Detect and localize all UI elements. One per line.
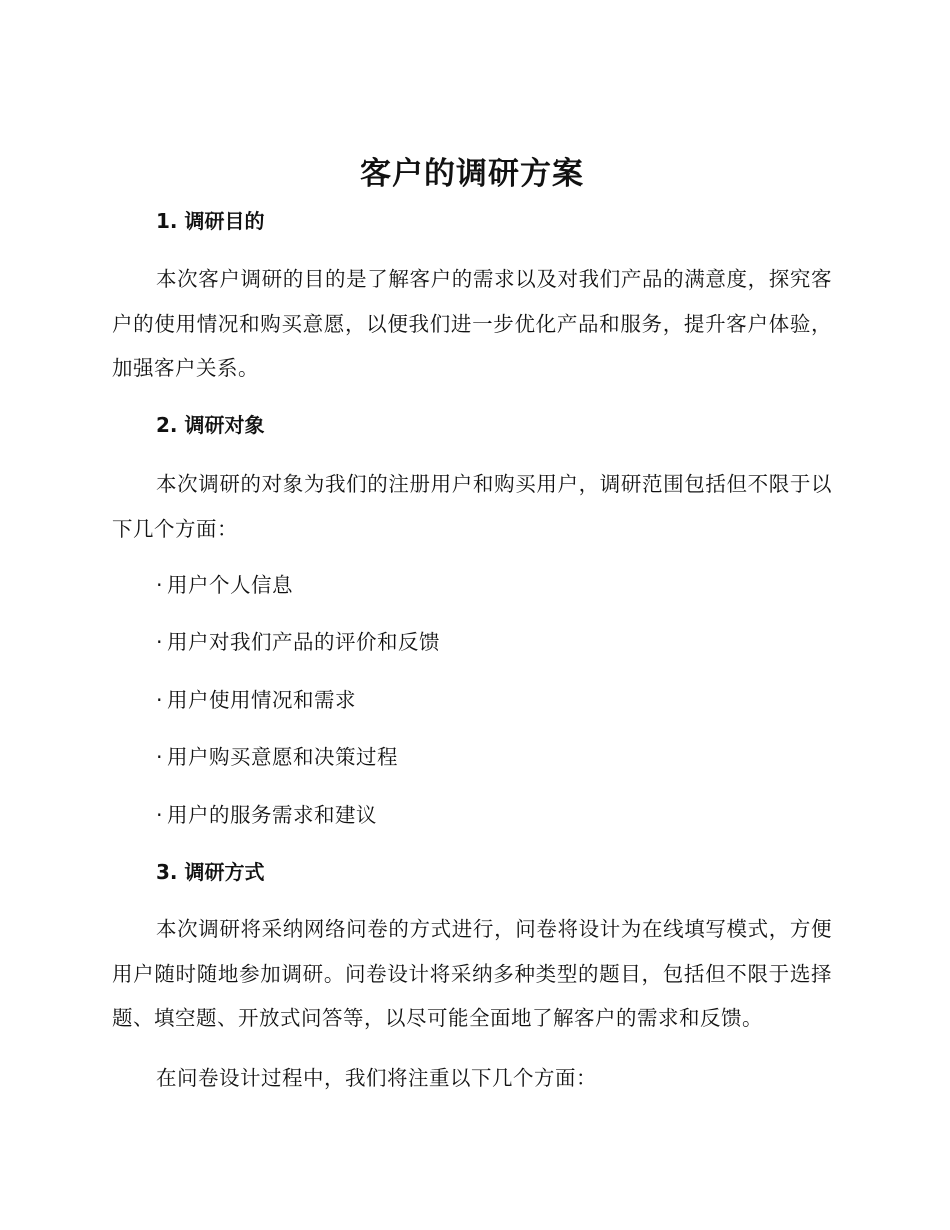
section-heading-target: 2. 调研对象	[156, 413, 265, 437]
bullet-marker: ·	[156, 745, 164, 769]
section-heading-purpose: 1. 调研目的	[156, 209, 265, 233]
bullet-marker: ·	[156, 803, 164, 827]
list-item-text: 用户的服务需求和建议	[167, 803, 377, 827]
paragraph-purpose: 本次客户调研的目的是了解客户的需求以及对我们产品的满意度，探究客户的使用情况和购买意愿，以便我们进一步优化产品和服务，提升客户体验，加强客户关系。	[112, 267, 832, 380]
page-title: 客户的调研方案	[360, 156, 584, 192]
list-item-text: 用户使用情况和需求	[167, 688, 356, 712]
bullet-marker: ·	[156, 573, 164, 597]
list-item	[156, 627, 440, 657]
section-heading-method: 3. 调研方式	[156, 860, 265, 884]
list-item	[156, 685, 356, 715]
list-item	[156, 800, 377, 830]
bullet-marker: ·	[156, 630, 164, 654]
paragraph-method: 本次调研将采纳网络问卷的方式进行，问卷将设计为在线填写模式，方便用户随时随地参加调研。问卷设计将采纳多种类型的题目，包括但不限于选择题、填空题、开放式问答等，以尽可能全面地了解客户的需求和反馈。	[112, 917, 832, 1030]
bullet-marker: ·	[156, 688, 164, 712]
paragraph-method-focus: 在问卷设计过程中，我们将注重以下几个方面：	[156, 1066, 597, 1090]
paragraph-target: 本次调研的对象为我们的注册用户和购买用户，调研范围包括但不限于以下几个方面：	[112, 472, 832, 541]
list-item-text: 用户对我们产品的评价和反馈	[167, 630, 440, 654]
list-item-text: 用户购买意愿和决策过程	[167, 745, 398, 769]
document-page	[112, 0, 832, 1230]
list-item	[156, 742, 398, 772]
list-item	[156, 570, 293, 600]
list-item-text: 用户个人信息	[167, 573, 293, 597]
